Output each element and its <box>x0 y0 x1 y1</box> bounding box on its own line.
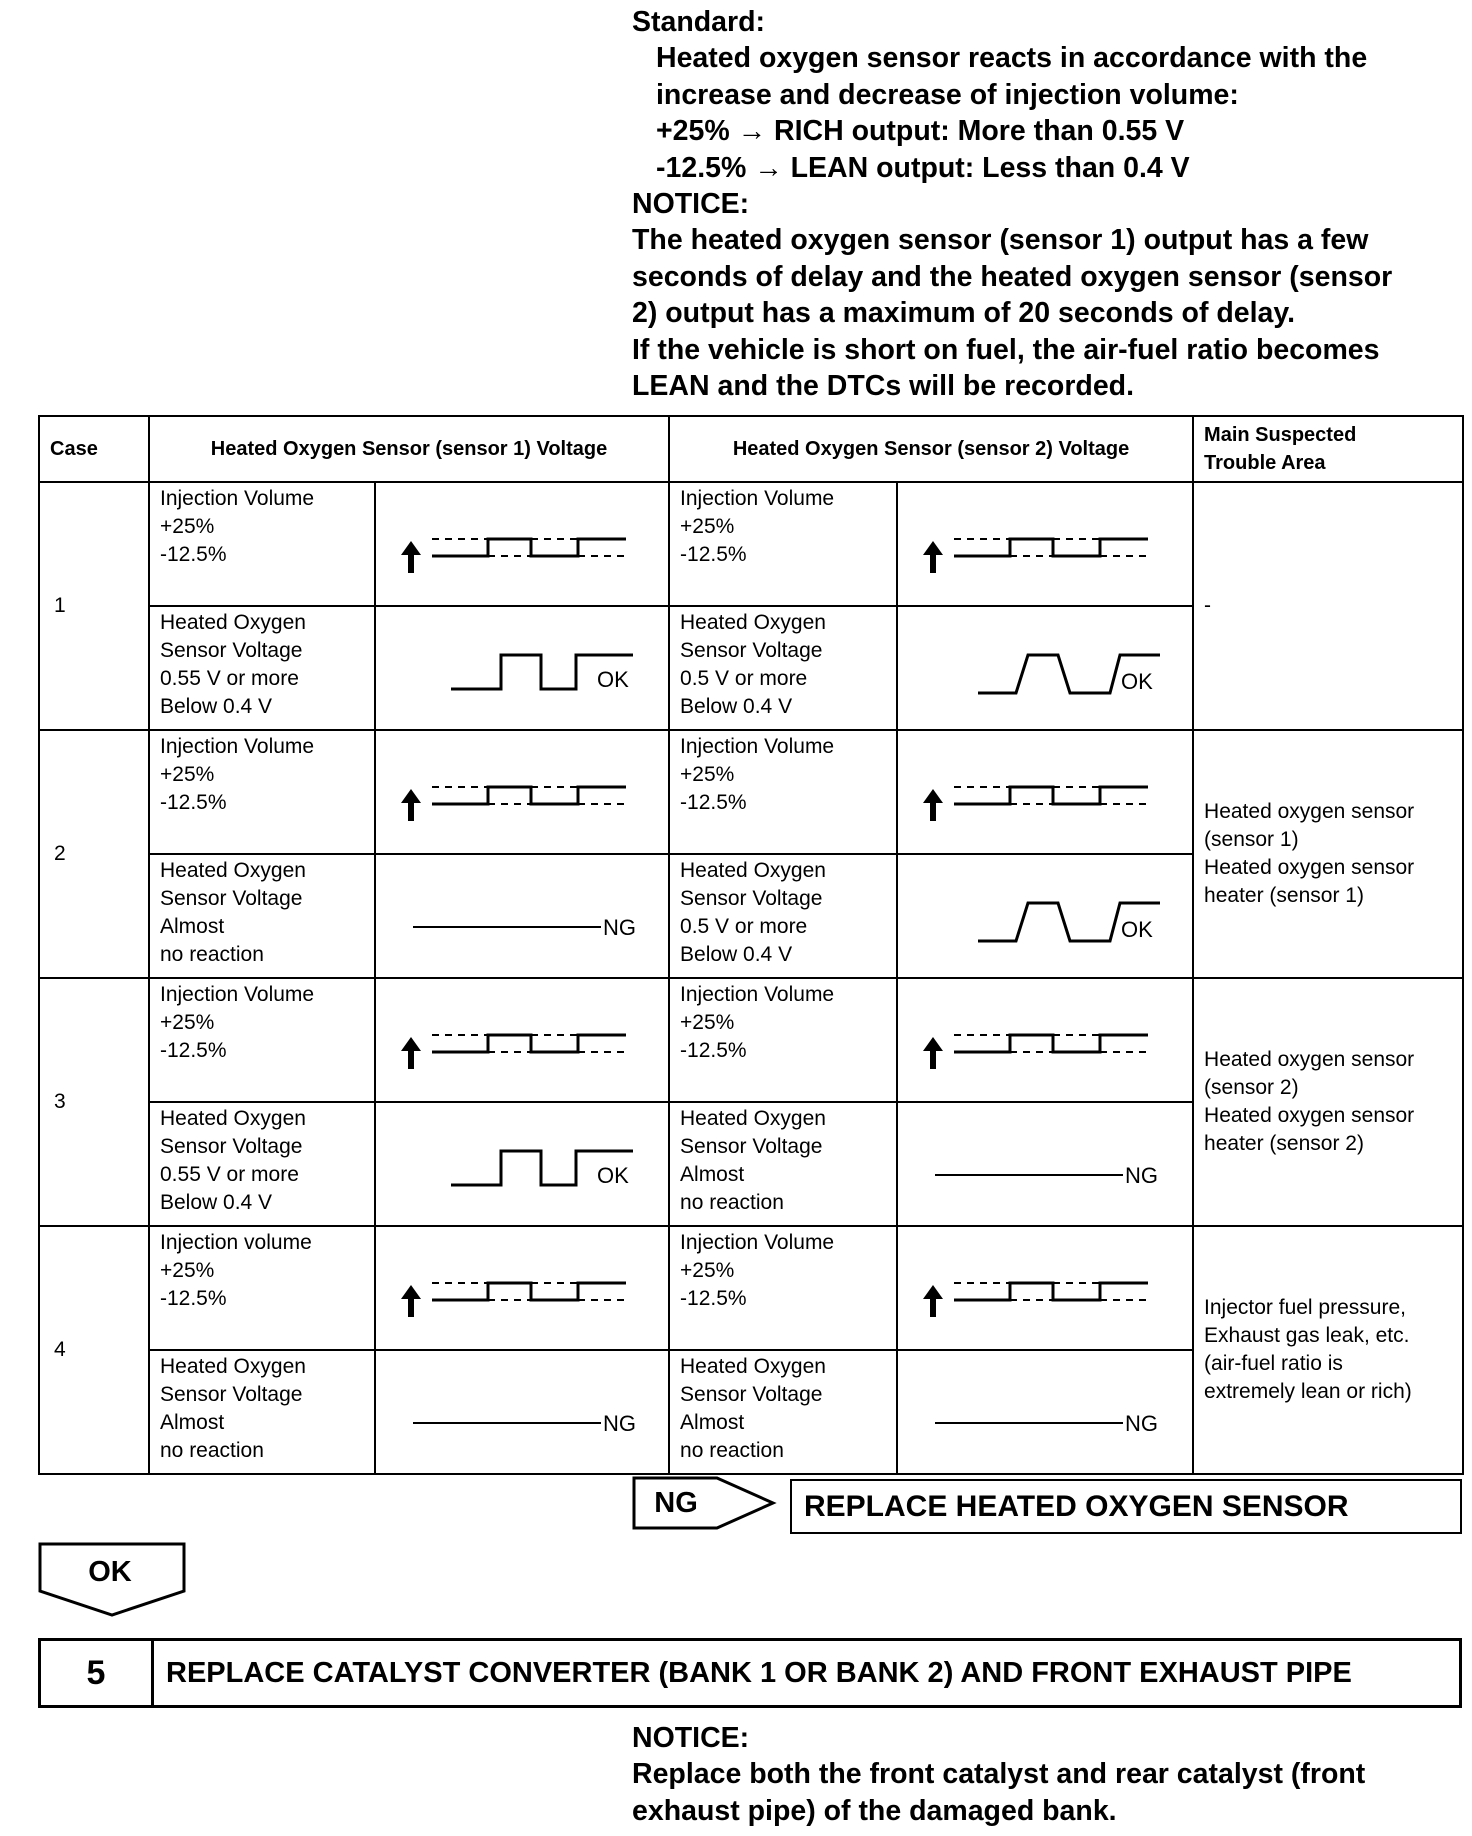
ng-result: NG <box>1125 1411 1159 1436</box>
voltage-waveform <box>375 1350 669 1474</box>
sensor2-voltage-label <box>669 854 897 978</box>
label-line: Sensor Voltage <box>160 887 303 910</box>
sensor2-voltage-label <box>669 1350 897 1474</box>
label-line: Heated Oxygen <box>160 1355 306 1378</box>
label-line: Heated Oxygen <box>160 1107 306 1130</box>
label-line: 0.5 V or more <box>680 915 808 938</box>
label-line: +25% <box>160 763 215 786</box>
trouble-area-line: Heated oxygen sensor <box>1204 800 1415 823</box>
ng-result: NG <box>603 1411 636 1436</box>
notice-heading: NOTICE: <box>632 188 750 221</box>
label-line: Injection Volume <box>160 735 315 758</box>
trouble-area-line: Injector fuel pressure, <box>1204 1296 1406 1319</box>
header-case: Case <box>39 416 149 482</box>
ok-result: OK <box>1121 669 1153 694</box>
voltage-waveform <box>375 854 669 978</box>
sensor2-injection-label <box>669 1226 897 1350</box>
label-line: no reaction <box>680 1191 784 1214</box>
table-row <box>39 730 1463 854</box>
step-number: 5 <box>41 1641 154 1705</box>
sensor1-voltage-label <box>149 1102 375 1226</box>
replace-sensor-box: REPLACE HEATED OXYGEN SENSOR <box>790 1479 1462 1534</box>
label-line: -12.5% <box>160 1287 227 1310</box>
case-number: 4 <box>39 1226 149 1474</box>
voltage-waveform <box>375 1102 669 1226</box>
trouble-area-line: Exhaust gas leak, etc. <box>1204 1324 1410 1347</box>
sensor1-injection-label <box>149 482 375 606</box>
label-line: no reaction <box>680 1439 784 1462</box>
voltage-waveform <box>897 1350 1193 1474</box>
sensor1-voltage-label <box>149 854 375 978</box>
label-line: Below 0.4 V <box>160 1191 273 1214</box>
header-trouble-area: Main Suspected Trouble Area <box>1193 416 1463 482</box>
label-line: Sensor Voltage <box>680 887 823 910</box>
label-line: Almost <box>160 1411 225 1434</box>
trouble-area-line: Heated oxygen sensor <box>1204 1104 1415 1127</box>
label-line: Below 0.4 V <box>160 695 273 718</box>
injection-waveform <box>897 730 1193 854</box>
standard-heading: Standard: <box>632 6 766 38</box>
label-line: Injection volume <box>160 1231 312 1254</box>
notice-line: exhaust pipe) of the damaged bank. <box>632 1794 1117 1827</box>
label-line: 0.5 V or more <box>680 667 808 690</box>
label-line: Sensor Voltage <box>680 1383 823 1406</box>
trouble-area <box>1193 1226 1463 1474</box>
label-line: Sensor Voltage <box>160 639 303 662</box>
notice-bottom <box>632 1720 1462 1829</box>
notice-line: 2) output has a maximum of 20 seconds of delay. <box>632 297 1296 330</box>
trouble-area-line: (sensor 1) <box>1204 828 1299 851</box>
trouble-area-line: heater (sensor 1) <box>1204 884 1364 907</box>
injection-waveform <box>897 978 1193 1102</box>
table-row <box>39 482 1463 606</box>
case-number: 2 <box>39 730 149 978</box>
label-line: 0.55 V or more <box>160 1163 299 1186</box>
sensor1-injection-label <box>149 1226 375 1350</box>
label-line: Injection Volume <box>160 487 315 510</box>
sensor1-voltage-label <box>149 606 375 730</box>
table-row <box>39 978 1463 1102</box>
injection-waveform <box>375 730 669 854</box>
standard-and-notice <box>632 4 1462 404</box>
label-line: Sensor Voltage <box>680 639 823 662</box>
label-line: -12.5% <box>680 1039 747 1062</box>
ng-result: NG <box>1125 1163 1159 1188</box>
voltage-waveform <box>897 606 1193 730</box>
notice-line: The heated oxygen sensor (sensor 1) output has a few <box>632 224 1369 257</box>
trouble-area-line: Heated oxygen sensor <box>1204 1048 1415 1071</box>
label-line: Injection Volume <box>680 735 835 758</box>
label-line: Almost <box>680 1163 745 1186</box>
case-number: 1 <box>39 482 149 730</box>
sensor1-voltage-label <box>149 1350 375 1474</box>
sensor2-voltage-label <box>669 1102 897 1226</box>
diagnosis-table <box>38 415 1464 1475</box>
injection-waveform <box>375 1226 669 1350</box>
standard-line: increase and decrease of injection volume: <box>656 78 1239 111</box>
label-line: +25% <box>680 1011 735 1034</box>
ok-result: OK <box>597 667 629 692</box>
sensor2-injection-label <box>669 978 897 1102</box>
sensor2-injection-label <box>669 730 897 854</box>
trouble-area <box>1193 730 1463 978</box>
sensor1-injection-label <box>149 978 375 1102</box>
label-line: Almost <box>160 915 225 938</box>
label-line: no reaction <box>160 1439 264 1462</box>
trouble-area-line: - <box>1204 594 1212 617</box>
label-line: Injection Volume <box>680 983 835 1006</box>
label-line: -12.5% <box>680 1287 747 1310</box>
ok-result: OK <box>597 1163 629 1188</box>
voltage-waveform <box>897 1102 1193 1226</box>
label-line: -12.5% <box>160 1039 227 1062</box>
standard-line: -12.5% → LEAN output: Less than 0.4 V <box>656 151 1190 184</box>
label-line: +25% <box>680 1259 735 1282</box>
label-line: -12.5% <box>160 543 227 566</box>
case-number: 3 <box>39 978 149 1226</box>
header-sensor1: Heated Oxygen Sensor (sensor 1) Voltage <box>149 416 669 482</box>
label-line: 0.55 V or more <box>160 667 299 690</box>
ng-label: NG <box>654 1487 698 1519</box>
trouble-area-line: Heated oxygen sensor <box>1204 856 1415 879</box>
ng-arrow <box>632 1476 777 1530</box>
label-line: Injection Volume <box>680 487 835 510</box>
trouble-area <box>1193 978 1463 1226</box>
label-line: Heated Oxygen <box>160 611 306 634</box>
standard-line: +25% → RICH output: More than 0.55 V <box>656 115 1185 148</box>
label-line: Almost <box>680 1411 745 1434</box>
notice-line: LEAN and the DTCs will be recorded. <box>632 370 1134 403</box>
notice-line: seconds of delay and the heated oxygen sensor (sensor <box>632 260 1393 293</box>
label-line: Sensor Voltage <box>160 1383 303 1406</box>
notice-line: If the vehicle is short on fuel, the air-fuel ratio becomes <box>632 333 1380 366</box>
ok-result: OK <box>1121 917 1153 942</box>
trouble-area-line: extremely lean or rich) <box>1204 1380 1412 1403</box>
injection-waveform <box>897 1226 1193 1350</box>
label-line: +25% <box>160 1259 215 1282</box>
label-line: Injection Volume <box>160 983 315 1006</box>
label-line: -12.5% <box>160 791 227 814</box>
ok-arrow <box>38 1542 186 1617</box>
sensor2-injection-label <box>669 482 897 606</box>
trouble-area <box>1193 482 1463 730</box>
label-line: Below 0.4 V <box>680 695 793 718</box>
label-line: +25% <box>680 515 735 538</box>
step-title: REPLACE CATALYST CONVERTER (BANK 1 OR BANK 2) AND FRONT EXHAUST PIPE <box>166 1657 1352 1689</box>
label-line: +25% <box>160 1011 215 1034</box>
ng-result: NG <box>603 915 636 940</box>
voltage-waveform <box>375 606 669 730</box>
label-line: Sensor Voltage <box>160 1135 303 1158</box>
label-line: Sensor Voltage <box>680 1135 823 1158</box>
label-line: Below 0.4 V <box>680 943 793 966</box>
injection-waveform <box>375 978 669 1102</box>
trouble-area-line: heater (sensor 2) <box>1204 1132 1364 1155</box>
injection-waveform <box>897 482 1193 606</box>
label-line: +25% <box>160 515 215 538</box>
label-line: Heated Oxygen <box>680 1107 826 1130</box>
sensor1-injection-label <box>149 730 375 854</box>
header-sensor2: Heated Oxygen Sensor (sensor 2) Voltage <box>669 416 1193 482</box>
sensor2-voltage-label <box>669 606 897 730</box>
label-line: no reaction <box>160 943 264 966</box>
ok-label: OK <box>88 1556 132 1588</box>
injection-waveform <box>375 482 669 606</box>
label-line: Injection Volume <box>680 1231 835 1254</box>
label-line: Heated Oxygen <box>680 611 826 634</box>
label-line: +25% <box>680 763 735 786</box>
label-line: Heated Oxygen <box>680 859 826 882</box>
standard-line: Heated oxygen sensor reacts in accordance with the <box>656 42 1368 75</box>
trouble-area-line: (sensor 2) <box>1204 1076 1299 1099</box>
step-5 <box>38 1638 1462 1708</box>
voltage-waveform <box>897 854 1193 978</box>
notice-heading: NOTICE: <box>632 1722 750 1754</box>
notice-line: Replace both the front catalyst and rear catalyst (front <box>632 1758 1366 1791</box>
label-line: Heated Oxygen <box>680 1355 826 1378</box>
label-line: -12.5% <box>680 543 747 566</box>
label-line: Heated Oxygen <box>160 859 306 882</box>
label-line: -12.5% <box>680 791 747 814</box>
trouble-area-line: (air-fuel ratio is <box>1204 1352 1343 1375</box>
table-row <box>39 1226 1463 1350</box>
